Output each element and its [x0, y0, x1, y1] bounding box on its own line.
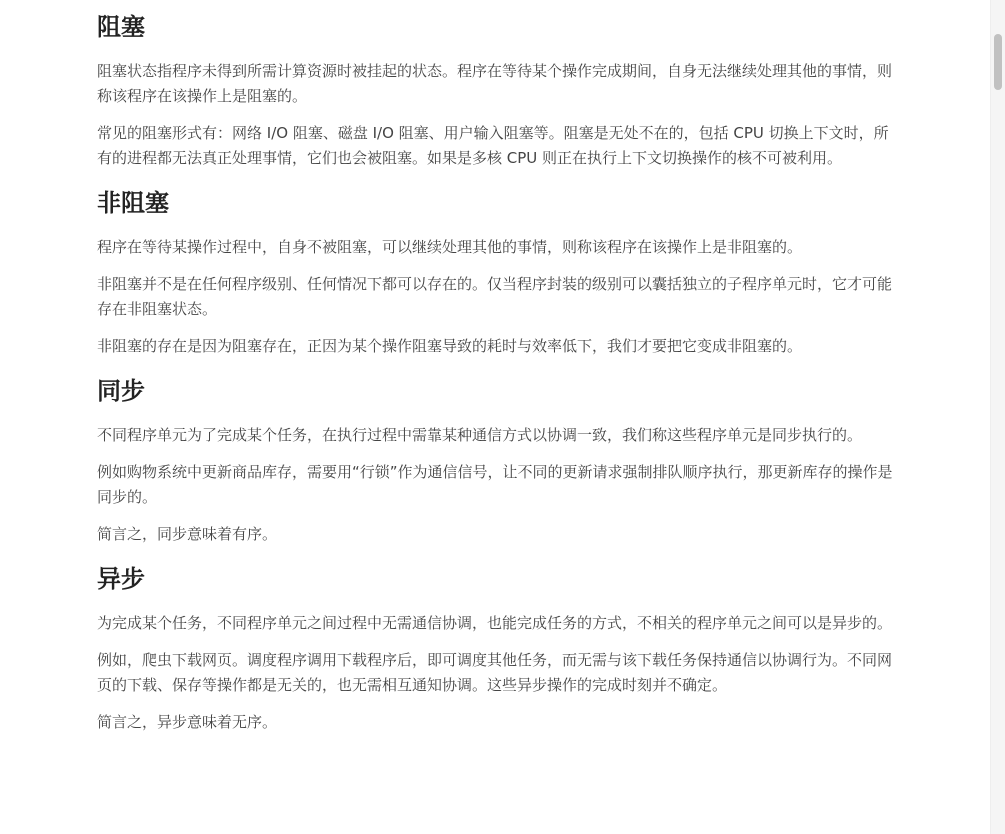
- paragraph: 程序在等待某操作过程中，自身不被阻塞，可以继续处理其他的事情，则称该程序在该操作上是非阻塞的。: [97, 238, 803, 256]
- paragraph: 例如，爬虫下载网页。调度程序调用下载程序后，即可调度其他任务，而无需与该下载任务保持通信以协调行为。不同网页的下载、保存等操作都是无关的，也无需相互通知协调。这些异步操作的完成时刻并不确定。: [97, 651, 893, 694]
- paragraph: 不同程序单元为了完成某个任务，在执行过程中需靠某种通信方式以协调一致，我们称这些程序单元是同步执行的。: [97, 426, 863, 444]
- vertical-scrollbar[interactable]: [990, 0, 1005, 834]
- section-title-non-blocking: 非阻塞: [97, 189, 169, 217]
- paragraph: 简言之，异步意味着无序。: [97, 713, 278, 731]
- paragraph: 例如购物系统中更新商品库存，需要用“行锁”作为通信信号，让不同的更新请求强制排队顺序执行，那更新库存的操作是同步的。: [97, 463, 893, 506]
- paragraph: 阻塞状态指程序未得到所需计算资源时被挂起的状态。程序在等待某个操作完成期间，自身无法继续处理其他的事情，则称该程序在该操作上是阻塞的。: [97, 62, 893, 105]
- section-title-blocking: 阻塞: [97, 13, 145, 41]
- paragraph: 为完成某个任务，不同程序单元之间过程中无需通信协调，也能完成任务的方式，不相关的程序单元之间可以是异步的。: [97, 614, 893, 632]
- article-body: [97, 0, 902, 735]
- paragraph: 非阻塞并不是在任何程序级别、任何情况下都可以存在的。仅当程序封装的级别可以囊括独立的子程序单元时，它才可能存在非阻塞状态。: [97, 275, 893, 318]
- paragraph: 非阻塞的存在是因为阻塞存在，正因为某个操作阻塞导致的耗时与效率低下，我们才要把它变成非阻塞的。: [97, 337, 803, 355]
- paragraph: 常见的阻塞形式有：网络 I/O 阻塞、磁盘 I/O 阻塞、用户输入阻塞等。阻塞是无处不在的，包括 CPU 切换上下文时，所有的进程都无法真正处理事情，它们也会被阻塞。如果是多核 CPU 则正在执行上下文切换操作的核不可被利用。: [97, 124, 889, 167]
- section-title-asynchronous: 异步: [97, 565, 145, 593]
- paragraph: 简言之，同步意味着有序。: [97, 525, 278, 543]
- section-title-synchronous: 同步: [97, 377, 145, 405]
- scrollbar-thumb[interactable]: [994, 34, 1002, 90]
